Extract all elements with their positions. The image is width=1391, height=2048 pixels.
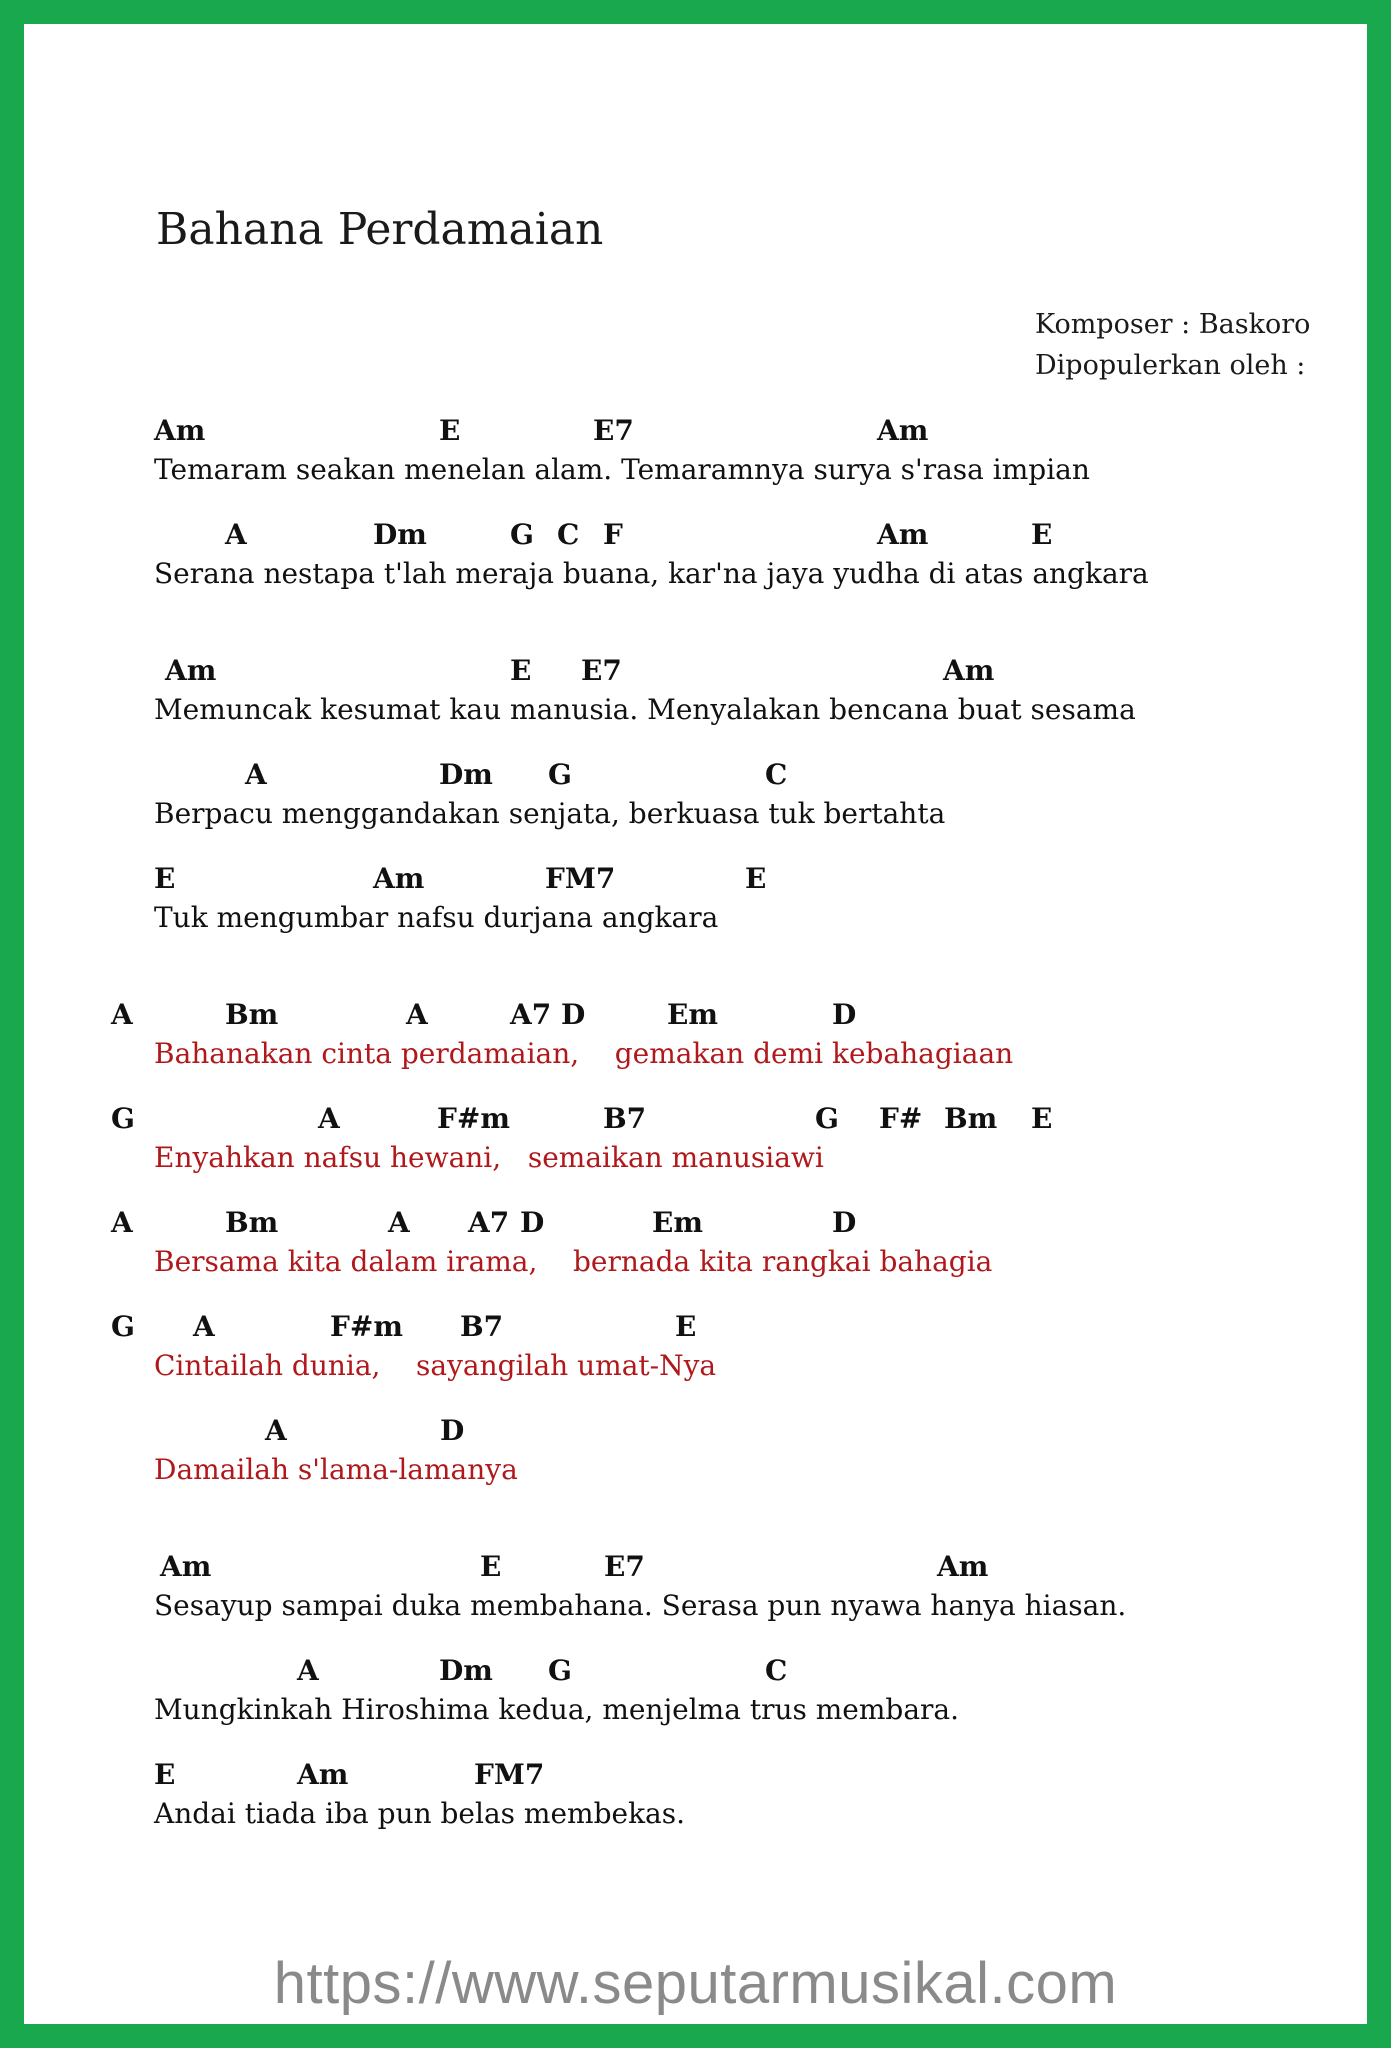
chord: A <box>245 758 267 791</box>
chord: D <box>440 1414 465 1447</box>
chord: FM7 <box>474 1758 545 1791</box>
chord: Am <box>165 654 217 687</box>
chord: E <box>439 414 461 447</box>
lyric-line: Mungkinkah Hiroshima kedua, menjelma trus membara. <box>154 1693 960 1726</box>
chord: D <box>520 1206 545 1239</box>
watermark-url: https://www.seputarmusikal.com <box>273 1951 1118 2016</box>
chord: Bm <box>225 1206 279 1239</box>
lyric-line: Tuk mengumbar nafsu durjana angkara <box>154 901 719 934</box>
chord: Am <box>160 1550 212 1583</box>
chord: A <box>297 1654 319 1687</box>
chord: G <box>815 1102 839 1135</box>
chord: A <box>193 1310 215 1343</box>
chord: E <box>675 1310 697 1343</box>
chord: G <box>111 1102 135 1135</box>
chord: A7 <box>468 1206 510 1239</box>
chord: C <box>765 758 788 791</box>
chord: G <box>510 518 534 551</box>
chord: F <box>603 518 623 551</box>
chord: Am <box>373 862 425 895</box>
chord: E <box>480 1550 502 1583</box>
chord: D <box>832 1206 857 1239</box>
lyric-line: Berpacu menggandakan senjata, berkuasa tuk bertahta <box>154 797 946 830</box>
chord: A <box>406 998 428 1031</box>
chord: F# <box>879 1102 923 1135</box>
chord: A <box>225 518 247 551</box>
chord: Am <box>943 654 995 687</box>
lyric-line: Bersama kita dalam irama, bernada kita rangkai bahagia <box>154 1245 993 1278</box>
chord: Am <box>297 1758 349 1791</box>
chord: E <box>154 1758 176 1791</box>
lyric-line: Sesayup sampai duka membahana. Serasa pun nyawa hanya hiasan. <box>154 1589 1127 1622</box>
chord: Dm <box>439 1654 493 1687</box>
chord: Am <box>877 414 929 447</box>
lyric-line: Andai tiada iba pun belas membekas. <box>154 1797 686 1830</box>
chord: E <box>1031 518 1053 551</box>
chord: C <box>765 1654 788 1687</box>
chord: Am <box>937 1550 989 1583</box>
lyric-line: Enyahkan nafsu hewani, semaikan manusiawi <box>154 1141 824 1174</box>
song-title: Bahana Perdamaian <box>156 204 604 255</box>
chord: E <box>1031 1102 1053 1135</box>
lyric-line: Temaram seakan menelan alam. Temaramnya surya s'rasa impian <box>154 453 1090 486</box>
chord: A7 D <box>510 998 586 1031</box>
lyric-line: Memuncak kesumat kau manusia. Menyalakan bencana buat sesama <box>154 693 1136 726</box>
chord: E <box>510 654 532 687</box>
chord: Am <box>877 518 929 551</box>
chord: G <box>111 1310 135 1343</box>
chord: B7 <box>460 1310 504 1343</box>
lyric-line: Damailah s'lama-lamanya <box>154 1453 518 1486</box>
chord: Dm <box>373 518 427 551</box>
chord: Am <box>154 414 206 447</box>
chord: G <box>548 1654 572 1687</box>
chord: F#m <box>330 1310 403 1343</box>
composer-credit: Komposer : Baskoro <box>1035 309 1311 340</box>
chord: E7 <box>604 1550 645 1583</box>
chord: Em <box>667 998 718 1031</box>
lyric-line: Bahanakan cinta perdamaian, gemakan demi kebahagiaan <box>154 1037 1014 1070</box>
chord: E7 <box>593 414 634 447</box>
chord: Em <box>652 1206 703 1239</box>
chord: A <box>111 1206 133 1239</box>
chord: Bm <box>225 998 279 1031</box>
popularized-by: Dipopulerkan oleh : <box>1035 350 1306 381</box>
chord: FM7 <box>545 862 616 895</box>
chord: A <box>388 1206 410 1239</box>
chord: E <box>745 862 767 895</box>
chord: A <box>111 998 133 1031</box>
lyric-line: Cintailah dunia, sayangilah umat-Nya <box>154 1349 717 1382</box>
chord: C <box>557 518 580 551</box>
chord: D <box>832 998 857 1031</box>
chord: G <box>548 758 572 791</box>
chord: B7 <box>603 1102 647 1135</box>
chord: A <box>318 1102 340 1135</box>
chord: E7 <box>581 654 622 687</box>
chord: Dm <box>439 758 493 791</box>
chord: A <box>265 1414 287 1447</box>
chord: E <box>154 862 176 895</box>
chord: Bm <box>944 1102 998 1135</box>
lyric-line: Serana nestapa t'lah meraja buana, kar'na jaya yudha di atas angkara <box>154 557 1149 590</box>
chord: F#m <box>437 1102 510 1135</box>
